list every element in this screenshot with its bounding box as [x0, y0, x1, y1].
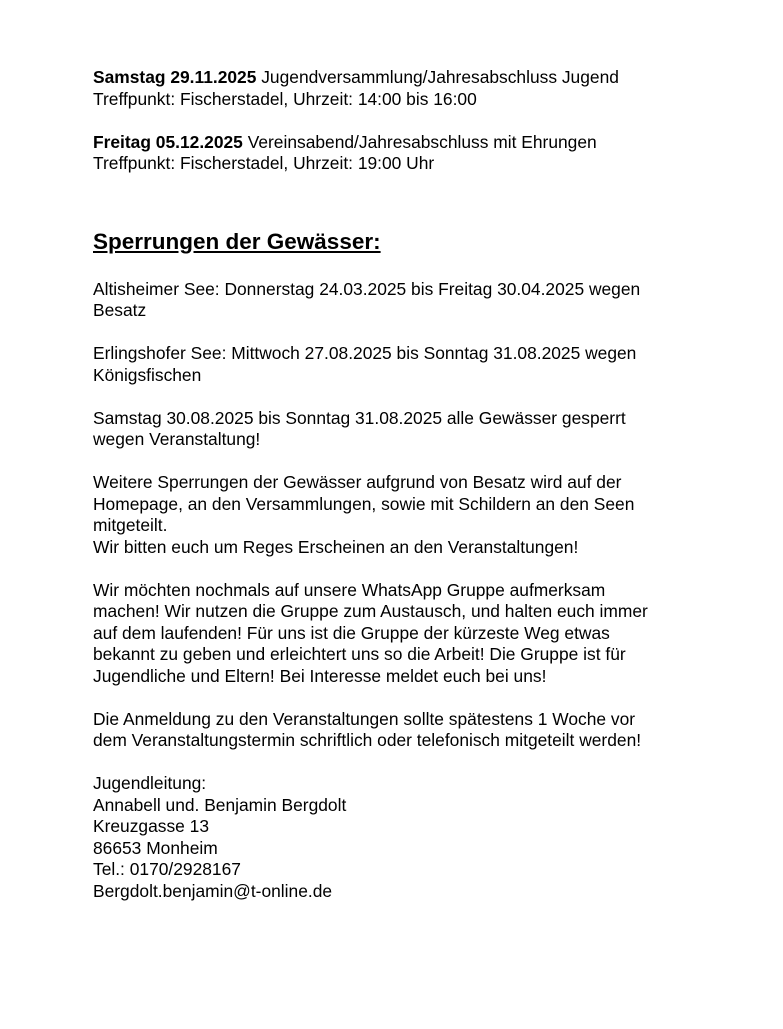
whatsapp-text: Jugendliche und Eltern! Bei Interesse meldet euch bei uns!: [93, 665, 547, 686]
whatsapp-text: bekannt zu geben und erleichtert uns so die Arbeit! Die Gruppe ist für: [93, 644, 626, 664]
event-entry: [93, 132, 713, 154]
spacer: [93, 687, 713, 709]
contact-names: Annabell und. Benjamin Bergdolt: [93, 794, 347, 815]
spacer: [93, 322, 713, 344]
event-date: Freitag 05.12.2025: [93, 131, 243, 152]
spacer: [93, 110, 713, 132]
closure-text: Besatz: [93, 300, 147, 320]
spacer: [93, 451, 713, 473]
event-title: Vereinsabend/Jahresabschluss mit Ehrungen: [242, 131, 597, 152]
closure-text: Königsfischen: [93, 364, 202, 385]
registration-text: dem Veranstaltungstermin schriftlich oder telefonisch mitgeteilt werden!: [93, 730, 642, 750]
spacer: [93, 558, 713, 580]
contact-street: Kreuzgasse 13: [93, 816, 210, 836]
event-entry: [93, 67, 713, 89]
closure-text: Samstag 30.08.2025 bis Sonntag 31.08.2025 alle Gewässer gesperrt: [93, 407, 626, 428]
contact-city: 86653 Monheim: [93, 837, 218, 858]
spacer: [93, 175, 713, 228]
contact-label: Jugendleitung:: [93, 773, 207, 793]
closures-heading: Sperrungen der Gewässer:: [93, 228, 381, 254]
contact-email: Bergdolt.benjamin@t-online.de: [93, 880, 333, 901]
closure-text: Weitere Sperrungen der Gewässer aufgrund von Besatz wird auf der: [93, 472, 622, 492]
closure-text: Homepage, an den Versammlungen, sowie mit Schildern an den Seen: [93, 493, 635, 514]
event-details: Treffpunkt: Fischerstadel, Uhrzeit: 19:00 Uhr: [93, 153, 435, 173]
contact-phone: Tel.: 0170/2928167: [93, 859, 241, 879]
whatsapp-text: Wir möchten nochmals auf unsere WhatsApp Gruppe aufmerksam: [93, 579, 606, 600]
event-title: Jugendversammlung/Jahresabschluss Jugend: [256, 67, 619, 87]
document-content: [93, 67, 713, 902]
spacer: [93, 255, 713, 279]
spacer: [93, 752, 713, 774]
whatsapp-text: auf dem laufenden! Für uns ist die Gruppe der kürzeste Weg etwas: [93, 622, 610, 643]
spacer: [93, 386, 713, 408]
closure-text: Altisheimer See: Donnerstag 24.03.2025 bis Freitag 30.04.2025 wegen: [93, 278, 641, 299]
closure-text: Erlingshofer See: Mittwoch 27.08.2025 bis Sonntag 31.08.2025 wegen: [93, 343, 637, 363]
closure-text: wegen Veranstaltung!: [93, 429, 261, 449]
closure-text: Wir bitten euch um Reges Erscheinen an den Veranstaltungen!: [93, 536, 579, 557]
event-date: Samstag 29.11.2025: [93, 67, 257, 87]
closure-text: mitgeteilt.: [93, 515, 168, 535]
event-details: Treffpunkt: Fischerstadel, Uhrzeit: 14:00 bis 16:00: [93, 88, 477, 109]
whatsapp-text: machen! Wir nutzen die Gruppe zum Austausch, und halten euch immer: [93, 601, 648, 621]
registration-text: Die Anmeldung zu den Veranstaltungen sollte spätestens 1 Woche vor: [93, 708, 636, 729]
